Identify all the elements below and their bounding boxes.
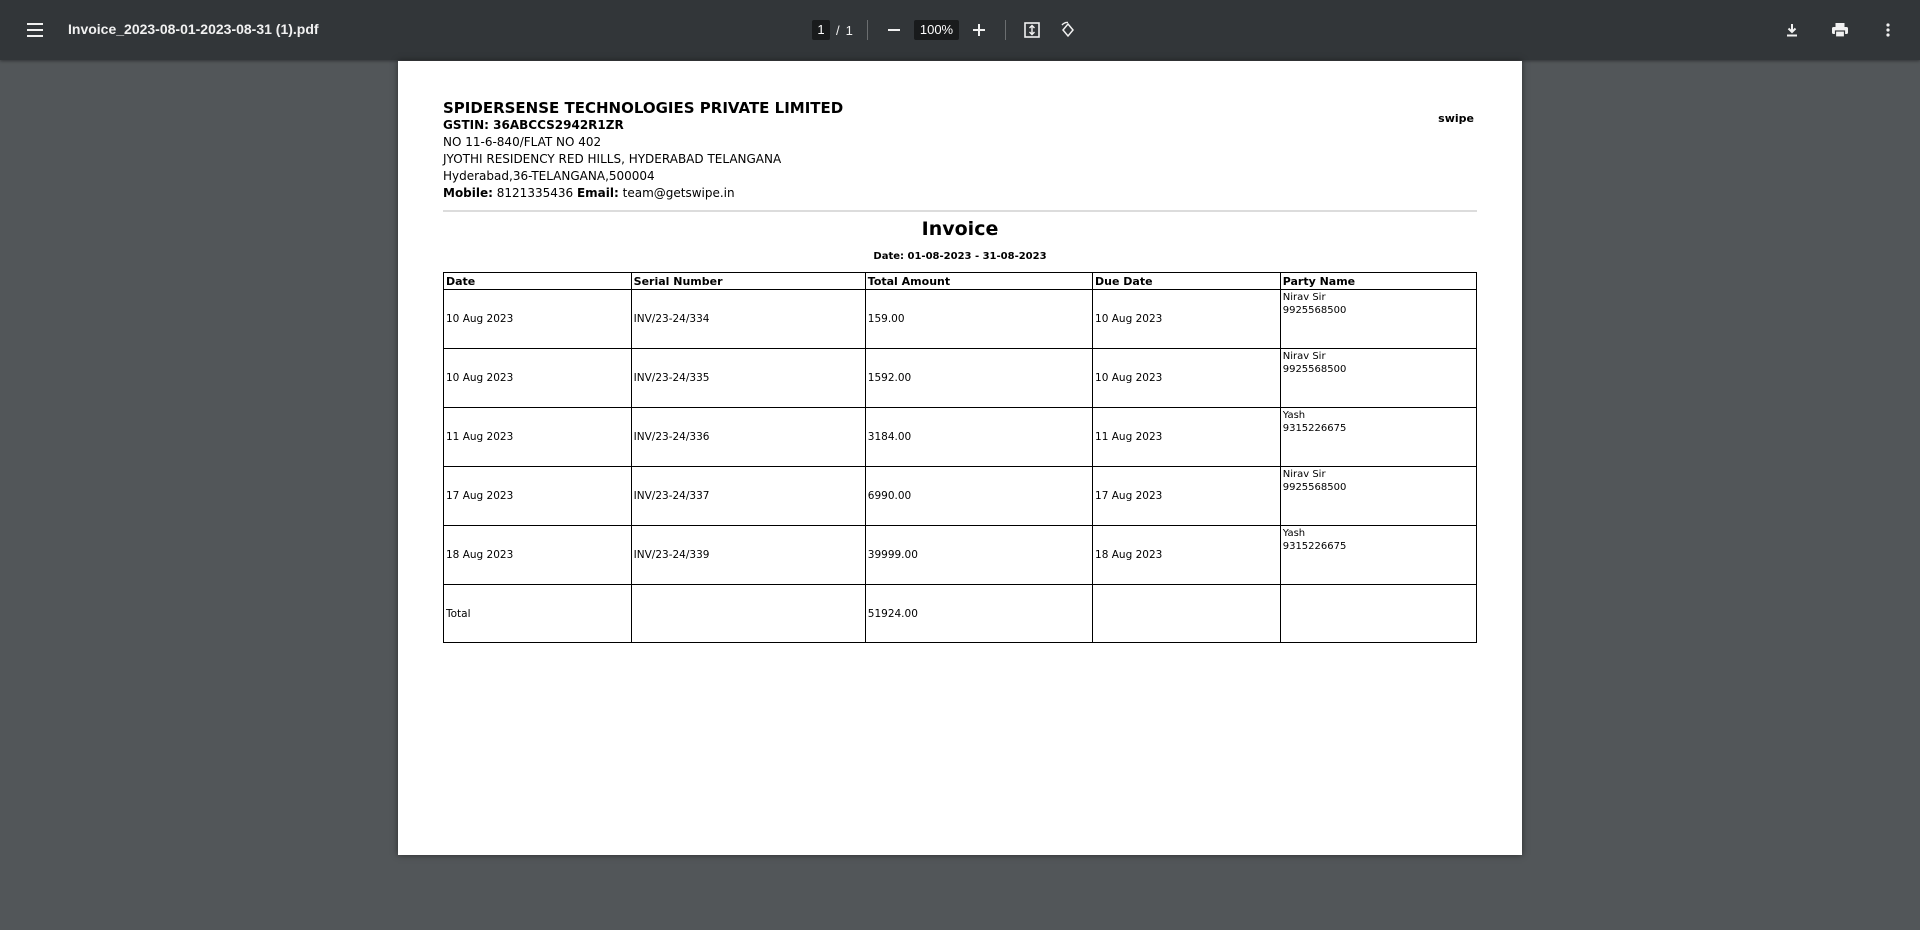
table-row [444, 526, 1477, 585]
empty-cell [1093, 585, 1281, 643]
party-phone: 9925568500 [1282, 305, 1347, 316]
fit-page-icon[interactable] [1020, 18, 1044, 42]
column-header: Date [444, 273, 632, 290]
page-number-input[interactable]: 1 [812, 20, 830, 40]
column-header: Serial Number [631, 273, 865, 290]
party-cell [1280, 467, 1476, 526]
page-separator: / [836, 22, 840, 38]
due-date-cell: 11 Aug 2023 [1093, 408, 1281, 467]
company-header [443, 99, 843, 202]
email-address: team@getswipe.in [622, 186, 735, 200]
date-range: Date: 01-08-2023 - 31-08-2023 [873, 251, 1047, 262]
mobile-label: Mobile: [443, 186, 493, 200]
party-cell [1280, 290, 1476, 349]
date-cell: 18 Aug 2023 [444, 526, 632, 585]
total-pages: 1 [845, 22, 853, 38]
party-cell [1280, 526, 1476, 585]
amount-cell: 39999.00 [865, 526, 1092, 585]
party-name: Yash [1282, 528, 1306, 539]
serial-cell: INV/23-24/336 [631, 408, 865, 467]
download-icon[interactable] [1780, 18, 1804, 42]
date-cell: 17 Aug 2023 [444, 467, 632, 526]
column-header: Due Date [1093, 273, 1281, 290]
serial-cell: INV/23-24/335 [631, 349, 865, 408]
party-phone: 9315226675 [1282, 423, 1347, 434]
amount-cell: 1592.00 [865, 349, 1092, 408]
page-controls [812, 14, 1080, 46]
column-header: Party Name [1280, 273, 1476, 290]
date-cell: 10 Aug 2023 [444, 349, 632, 408]
company-name: SPIDERSENSE TECHNOLOGIES PRIVATE LIMITED [443, 99, 844, 117]
zoom-input[interactable]: 100% [914, 20, 959, 40]
pdf-page [398, 61, 1522, 855]
total-label: Total [444, 585, 632, 643]
address-line: NO 11-6-840/FLAT NO 402 [443, 135, 602, 149]
zoom-out-icon[interactable] [882, 18, 906, 42]
divider [1005, 20, 1006, 40]
address-line: Hyderabad,36-TELANGANA,500004 [443, 169, 655, 183]
due-date-cell: 10 Aug 2023 [1093, 290, 1281, 349]
serial-cell: INV/23-24/337 [631, 467, 865, 526]
party-cell [1280, 349, 1476, 408]
party-phone: 9925568500 [1282, 482, 1347, 493]
due-date-cell: 10 Aug 2023 [1093, 349, 1281, 408]
party-name: Nirav Sir [1282, 351, 1326, 362]
divider [443, 210, 1477, 212]
party-name: Yash [1282, 410, 1306, 421]
divider [867, 20, 868, 40]
file-name: Invoice_2023-08-01-2023-08-31 (1).pdf [68, 21, 319, 37]
pdf-toolbar [0, 0, 1920, 60]
more-icon[interactable] [1876, 18, 1900, 42]
party-phone: 9925568500 [1282, 364, 1347, 375]
column-header: Total Amount [865, 273, 1092, 290]
empty-cell [1280, 585, 1476, 643]
zoom-in-icon[interactable] [967, 18, 991, 42]
table-row [444, 290, 1477, 349]
total-amount: 51924.00 [865, 585, 1092, 643]
rotate-icon[interactable] [1056, 18, 1080, 42]
date-cell: 10 Aug 2023 [444, 290, 632, 349]
document-title: Invoice [921, 218, 999, 240]
amount-cell: 6990.00 [865, 467, 1092, 526]
gstin: GSTIN: 36ABCCS2942R1ZR [443, 118, 624, 132]
total-row [444, 585, 1477, 643]
due-date-cell: 18 Aug 2023 [1093, 526, 1281, 585]
party-phone: 9315226675 [1282, 541, 1347, 552]
table-row [444, 408, 1477, 467]
party-name: Nirav Sir [1282, 292, 1326, 303]
address-line: JYOTHI RESIDENCY RED HILLS, HYDERABAD TELANGANA [443, 152, 782, 166]
table-header-row [444, 273, 1477, 290]
empty-cell [631, 585, 865, 643]
serial-cell: INV/23-24/339 [631, 526, 865, 585]
print-icon[interactable] [1828, 18, 1852, 42]
amount-cell: 3184.00 [865, 408, 1092, 467]
party-name: Nirav Sir [1282, 469, 1326, 480]
mobile-number: 8121335436 [496, 186, 574, 200]
table-row [444, 349, 1477, 408]
serial-cell: INV/23-24/334 [631, 290, 865, 349]
contact-line [443, 185, 843, 202]
invoice-table [443, 272, 1477, 643]
date-cell: 11 Aug 2023 [444, 408, 632, 467]
amount-cell: 159.00 [865, 290, 1092, 349]
party-cell [1280, 408, 1476, 467]
menu-icon[interactable] [22, 17, 48, 43]
toolbar-actions [1780, 18, 1900, 42]
due-date-cell: 17 Aug 2023 [1093, 467, 1281, 526]
table-row [444, 467, 1477, 526]
email-label: Email: [576, 186, 619, 200]
swipe-logo: swipe [1438, 112, 1474, 125]
